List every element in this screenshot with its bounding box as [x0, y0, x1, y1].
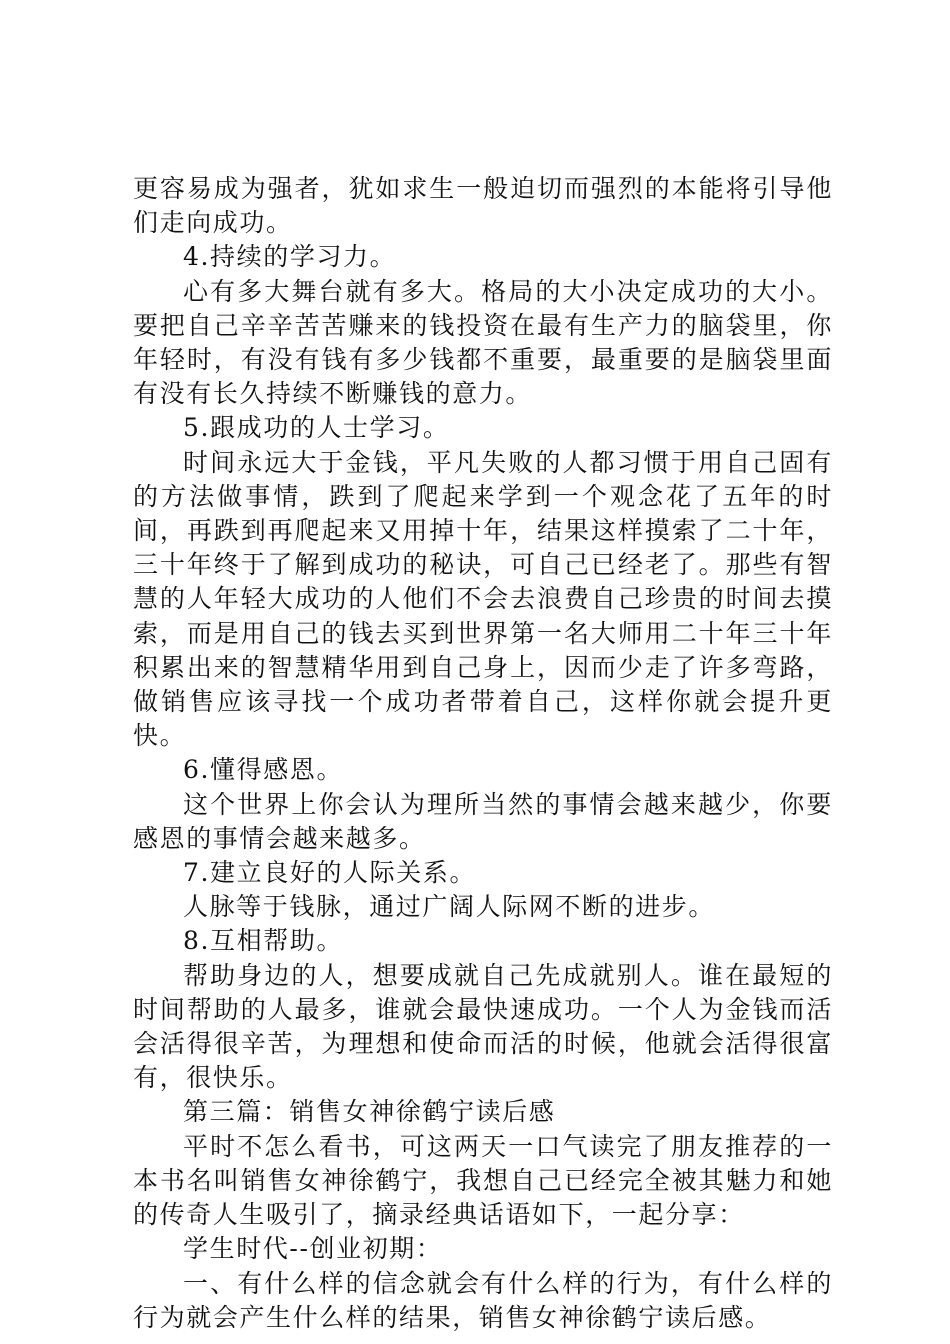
heading-item-4: 4.持续的学习力。	[183, 242, 397, 272]
heading-item-5: 5.跟成功的人士学习。	[183, 413, 450, 443]
paragraph-continuation: 更容易成为强者，犹如求生一般迫切而强烈的本能将引导他们走向成功。	[133, 174, 833, 238]
paragraph-item-6: 这个世界上你会认为理所当然的事情会越来越少，你要感恩的事情会越来越多。	[133, 789, 833, 853]
paragraph-item-5: 时间永远大于金钱，平凡失败的人都习惯于用自己固有的方法做事情，跌到了爬起来学到一个观念花了五年的时间，再跌到再爬起来又用掉十年，结果这样摸索了二十年，三十年终于了解到成功的秘诀，可自己已经老了。那些有智慧的人年轻大成功的人他们不会去浪费自己珍贵的时间去摸索，而是用自己的钱去买到世界第一名大师用二十年三十年积累出来的智慧精华用到自己身上，因而少走了许多弯路，做销售应该寻找一个成功者带着自己，这样你就会提升更快。	[133, 447, 833, 751]
heading-item-6: 6.懂得感恩。	[183, 755, 344, 785]
section-title: 第三篇：销售女神徐鹤宁读后感	[183, 1097, 556, 1127]
paragraph-point-1: 一、有什么样的信念就会有什么样的行为，有什么样的行为就会产生什么样的结果，销售女神徐鹤宁读后感。	[133, 1268, 833, 1332]
paragraph-item-7: 人脉等于钱脉，通过广阔人际网不断的进步。	[183, 892, 716, 922]
paragraph-item-8: 帮助身边的人，想要成就自己先成就别人。谁在最短的时间帮助的人最多，谁就会最快速成功。一个人为金钱而活会活得很辛苦，为理想和使命而活的时候，他就会活得很富有，很快乐。	[133, 960, 833, 1093]
paragraph-intro: 平时不怎么看书，可这两天一口气读完了朋友推荐的一本书名叫销售女神徐鹤宁，我想自己已经完全被其魅力和她的传奇人生吸引了，摘录经典话语如下，一起分享：	[133, 1131, 833, 1230]
subheading-student-era: 学生时代--创业初期：	[183, 1234, 443, 1264]
heading-item-8: 8.互相帮助。	[183, 926, 344, 956]
heading-item-7: 7.建立良好的人际关系。	[183, 858, 477, 888]
body-text	[133, 172, 833, 1335]
paragraph-item-4: 心有多大舞台就有多大。格局的大小决定成功的大小。要把自己辛辛苦苦赚来的钱投资在最有生产力的脑袋里，你年轻时，有没有钱有多少钱都不重要，最重要的是脑袋里面有没有长久持续不断赚钱的意力。	[133, 276, 833, 409]
